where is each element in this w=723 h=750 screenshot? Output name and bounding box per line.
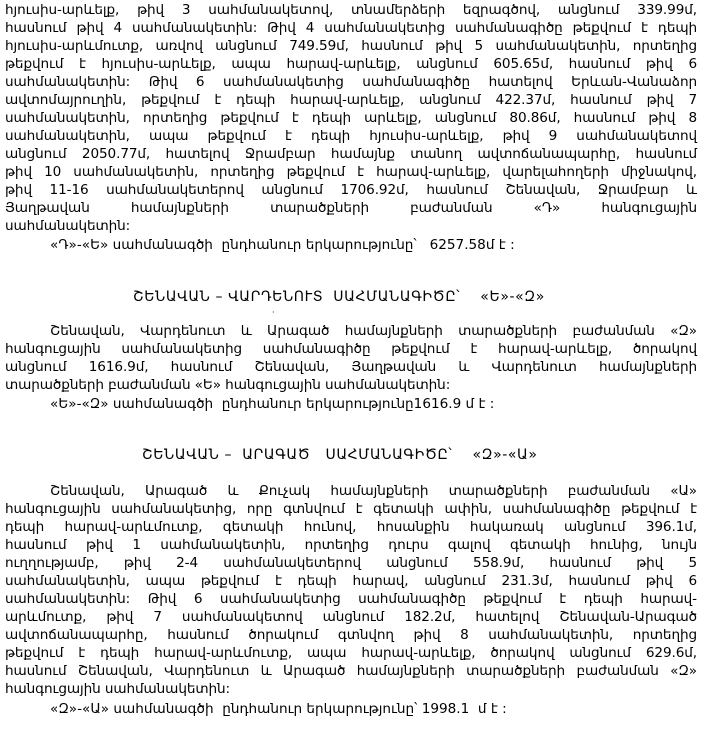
section-2-heading: ՇԵՆԱՎԱՆ – ՎԱՐԴԵՆՈՒՏ ՍԱՀՄԱՆԱԳԻԾԸ՝ «Ե»-«Զ» xyxy=(133,289,545,305)
text-line: սահմանակետին: Թիվ 6 սահմանակետից սահմանագիծը հատելով Երևան-Վանաձոր xyxy=(5,74,697,90)
scan-artifact: · xyxy=(272,308,275,317)
text-line: սահմանակետին, որտեղից թեքվում է դեպի արևելք, անցնում 80.86մ, հասնում թիվ 8 xyxy=(5,110,697,126)
section-1-summary: «Դ»-«Ե» սահմանագծի ընդհանուր երկարությունը՝ 6257.58մ է : xyxy=(50,237,515,253)
text-line: անցնում 2050.77մ, հատելով Ջրամբար համայնք տանող ավտոճանապարհը, հասնում xyxy=(5,146,697,162)
section-2-summary: «Ե»-«Զ» սահմանագծի ընդհանուր երկարությունը1616.9 մ է : xyxy=(50,396,495,412)
text-line: թիվ 10 սահմանակետին, որտեղից թեքվում է հարավ-արևելք, վարելահողերի միջնակով, xyxy=(5,164,697,180)
text-line: հյուսիս-արևելք, թիվ 3 սահմանակետով, տնամերձերի եզրագծով, անցնում 339.99մ, xyxy=(5,2,697,18)
text-line: հյուսիս-արևմուտք, առվով անցնում 749.59մ, հասնում թիվ 5 սահմանակետին, որտեղից xyxy=(5,38,697,54)
text-line: հանգուցային սահմանակետին: xyxy=(5,681,230,697)
text-line: դեպի հարավ-արևմուտք, գետակի հունով, հոսանքին հակառակ անցնում 396.1մ, xyxy=(5,519,697,535)
text-line: հասնում թիվ 4 սահմանակետին: Թիվ 4 սահմանակետից սահմանագիծը թեքվում է դեպի xyxy=(5,20,697,36)
text-line: հասնում Շենավան, Վարդենուտ և Արագած համայնքների տարածքների բաժանման «Զ» xyxy=(5,663,697,679)
text-line: սահմանակետին, ապա թեքվում է դեպի հյուսիս-արևելք, թիվ 9 սահմանակետով xyxy=(5,128,697,144)
text-line: հանգուցային սահմանակետից, որը գտնվում է գետակի ափին, սահմանագիծը թեքվում է xyxy=(5,501,697,517)
text-line: թեքվում է հյուսիս-արևելք, ապա հարավ-արևելք, անցնում 605.65մ, հասնում թիվ 6 xyxy=(5,56,697,72)
text-line: հասնում թիվ 1 սահմանակետին, որտեղից դուրս գալով գետակի հունից, նույն xyxy=(5,537,697,553)
section-3-heading: ՇԵՆԱՎԱՆ – ԱՐԱԳԱԾ ՍԱՀՄԱՆԱԳԻԾԸ՝ «Զ»-«Ա» xyxy=(142,447,538,463)
text-line: սահմանակետին: xyxy=(5,218,131,234)
text-line: Շենավան, Վարդենուտ և Արագած համայնքների տարածքների բաժանման «Զ» xyxy=(50,323,697,339)
text-line: սահմանակետին: Թիվ 6 սահմանակետից սահմանագիծը թեքվում է դեպի հարավ- xyxy=(5,591,697,607)
text-line: տարածքների բաժանման «Ե» հանգուցային սահմանակետին: xyxy=(5,377,451,393)
text-line: Շենավան, Արագած և Քուչակ համայնքների տարածքների բաժանման «Ա» xyxy=(50,483,697,499)
text-line: հանգուցային սահմանակետից սահմանագիծը թեքվում է հարավ-արևելք, ծորակով xyxy=(5,341,697,357)
text-line: ավտոմայրուղին, թեքվում է դեպի հարավ-արևելք, անցնում 422.37մ, հասնում թիվ 7 xyxy=(5,92,697,108)
text-line: անցնում 1616.9մ, հասնում Շենավան, Յաղթավան և Վարդենուտ համայնքների xyxy=(5,359,697,375)
text-line: թեքվում է դեպի հարավ-արևմուտք, ապա հարավ-արևելք, ծորակով անցնում 629.6մ, xyxy=(5,645,697,661)
text-line: արևմուտք, թիվ 7 սահմանակետով անցնում 182.2մ, հատելով Շենավան-Արագած xyxy=(5,609,697,625)
text-line: սահմանակետին, ապա թեքվում է դեպի հարավ, անցնում 231.3մ, հասնում թիվ 6 xyxy=(5,573,697,589)
text-line: Յաղթավան համայնքների տարածքների բաժանման «Դ» հանգուցային xyxy=(5,200,697,216)
section-3-summary: «Զ»-«Ա» սահմանագծի ընդհանուր երկարությունը՝ 1998.1 մ է : xyxy=(50,701,507,717)
text-line: ավտոճանապարհը, հասնում ծորակում գտնվող թիվ 8 սահմանակետին, որտեղից xyxy=(5,627,697,643)
text-line: ուղղությամբ, թիվ 2-4 սահմանակետերով անցնում 558.9մ, հասնում թիվ 5 xyxy=(5,555,697,571)
text-line: թիվ 11-16 սահմանակետերով անցնում 1706.92մ, հասնում Շենավան, Ջրամբար և xyxy=(5,182,697,198)
